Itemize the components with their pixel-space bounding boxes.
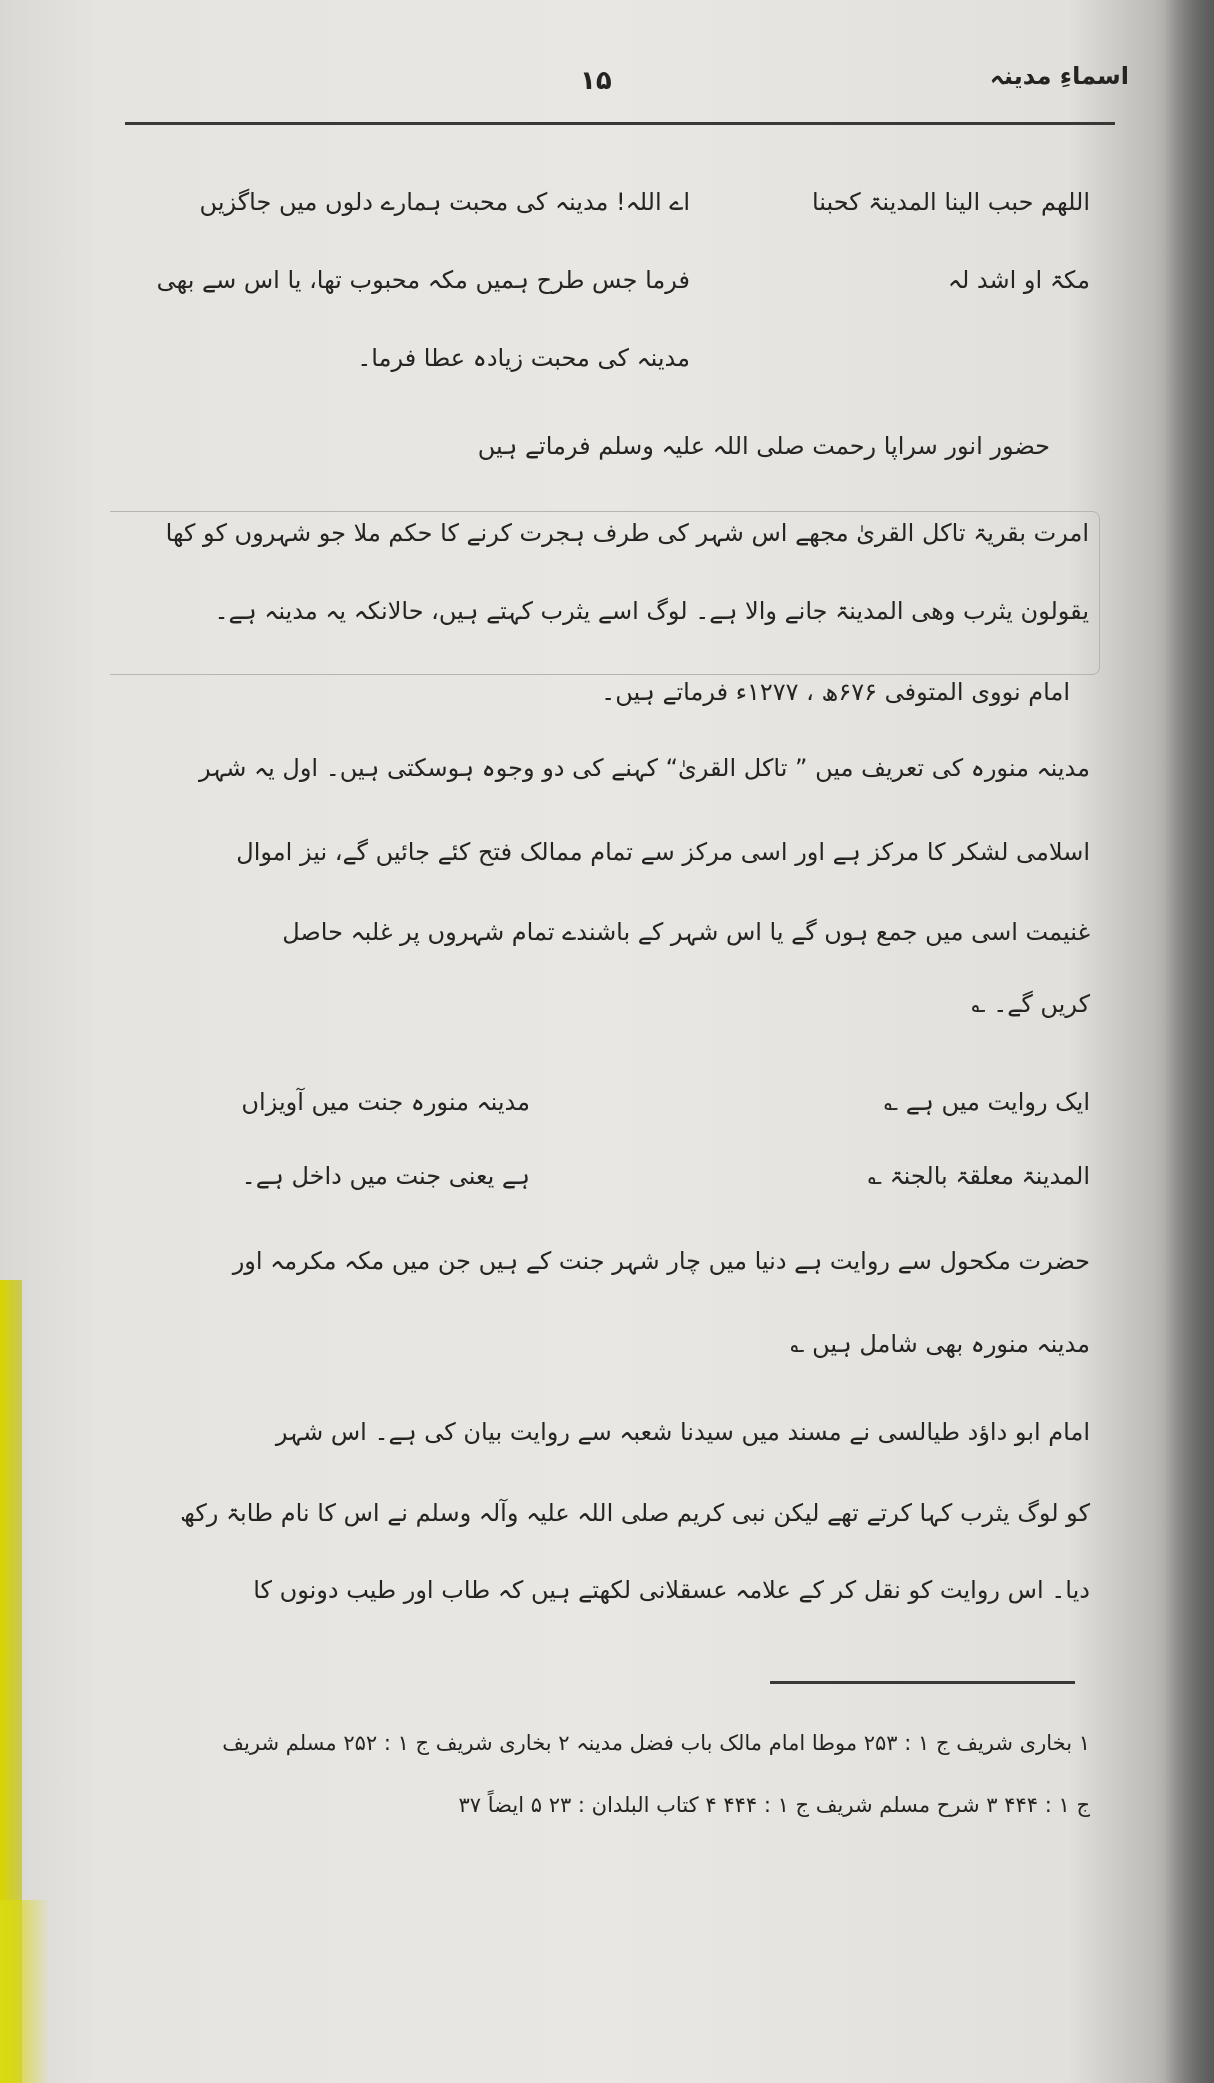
riwayat-line: ایک روایت میں ہے ؎ [884, 1088, 1090, 1116]
paragraph-line: کریں گے۔ ؎ [971, 990, 1090, 1018]
dua-arabic-line: مکۃ او اشد لہ [947, 266, 1090, 294]
footnote-rule [770, 1681, 1075, 1684]
makhool-line: حضرت مکحول سے روایت ہے دنیا میں چار شہر جنت کے ہیں جن میں مکہ مکرمہ اور [232, 1247, 1090, 1275]
paragraph-line: مدینہ منورہ کی تعریف میں ” تاکل القریٰ“ کہنے کی دو وجوہ ہوسکتی ہیں۔ اول یہ شہر [198, 754, 1090, 782]
riwayat-arabic-line: المدینۃ معلقۃ بالجنۃ ؎ [867, 1162, 1090, 1190]
makhool-line: مدینہ منورہ بھی شامل ہیں ؎ [790, 1330, 1090, 1358]
header-rule [125, 122, 1115, 125]
dua-translation-line: اے اللہ! مدینہ کی محبت ہمارے دلوں میں جاگزیں [199, 188, 690, 216]
paragraph-line: اسلامی لشکر کا مرکز ہے اور اسی مرکز سے تمام ممالک فتح کئے جائیں گے، نیز اموال [236, 838, 1090, 866]
page-body [110, 185, 1090, 1820]
riwayat-translation-line: مدینہ منورہ جنت میں آویزاں [241, 1088, 530, 1116]
intro-line: حضور انور سراپا رحمت صلی اللہ علیہ وسلم فرماتے ہیں [477, 432, 1050, 460]
dua-row [110, 185, 1090, 263]
dua-empty-cell [690, 341, 1090, 429]
paragraph-line: دیا۔ اس روایت کو نقل کر کے علامہ عسقلانی لکھتے ہیں کہ طاب اور طیب دونوں کا [253, 1576, 1090, 1604]
riwayat-row [110, 1159, 1090, 1244]
riwayat-row [110, 1085, 1090, 1159]
hadith-line: یقولون یثرب وھی المدینۃ جانے والا ہے۔ لوگ اسے یثرب کہتے ہیں، حالانکہ یہ مدینہ ہے۔ [214, 597, 1089, 625]
nawawi-line: امام نووی المتوفی ۶۷۶ھ ، ۱۲۷۷ء فرماتے ہیں۔ [601, 678, 1070, 706]
riwayat-translation-line: ہے یعنی جنت میں داخل ہے۔ [241, 1162, 530, 1190]
footnote-line: ۱ بخاری شریف ج ۱ : ۲۵۳ موطا امام مالک باب فضل مدینہ ۲ بخاری شریف ج ۱ : ۲۵۲ مسلم شریف [222, 1731, 1090, 1755]
yellow-background-corner [0, 1900, 50, 2083]
dua-translation-line: مدینہ کی محبت زیادہ عطا فرما۔ [357, 344, 690, 372]
page-spine-shadow [1164, 0, 1214, 2083]
footnote-line: ج ۱ : ۴۴۴ ۳ شرح مسلم شریف ج ۱ : ۴۴۴ ۴ کتاب البلدان : ۲۳ ۵ ایضاً ۳۷ [458, 1793, 1090, 1817]
dua-row [110, 341, 1090, 429]
hadith-line: امرت بقریۃ تاکل القریٰ مجھے اس شہر کی طرف ہجرت کرنے کا حکم ملا جو شہروں کو کھا [165, 519, 1089, 547]
running-header-title: اسماءِ مدینہ [989, 62, 1129, 90]
dua-row [110, 263, 1090, 341]
hadith-box [110, 511, 1100, 675]
dua-arabic-line: اللھم حبب الینا المدینۃ کحبنا [811, 188, 1090, 216]
paragraph-line: غنیمت اسی میں جمع ہوں گے یا اس شہر کے باشندے تمام شہروں پر غلبہ حاصل [282, 918, 1090, 946]
page-number: ۱۵ [580, 66, 612, 96]
paragraph-line: امام ابو داؤد طیالسی نے مسند میں سیدنا شعبہ سے روایت بیان کی ہے۔ اس شہر [275, 1418, 1090, 1446]
paragraph-line: کو لوگ یثرب کہا کرتے تھے لیکن نبی کریم صلی اللہ علیہ وآلہ وسلم نے اس کا نام طابۃ رکھ [180, 1499, 1090, 1527]
dua-translation-line: فرما جس طرح ہمیں مکہ محبوب تھا، یا اس سے بھی [156, 266, 690, 294]
